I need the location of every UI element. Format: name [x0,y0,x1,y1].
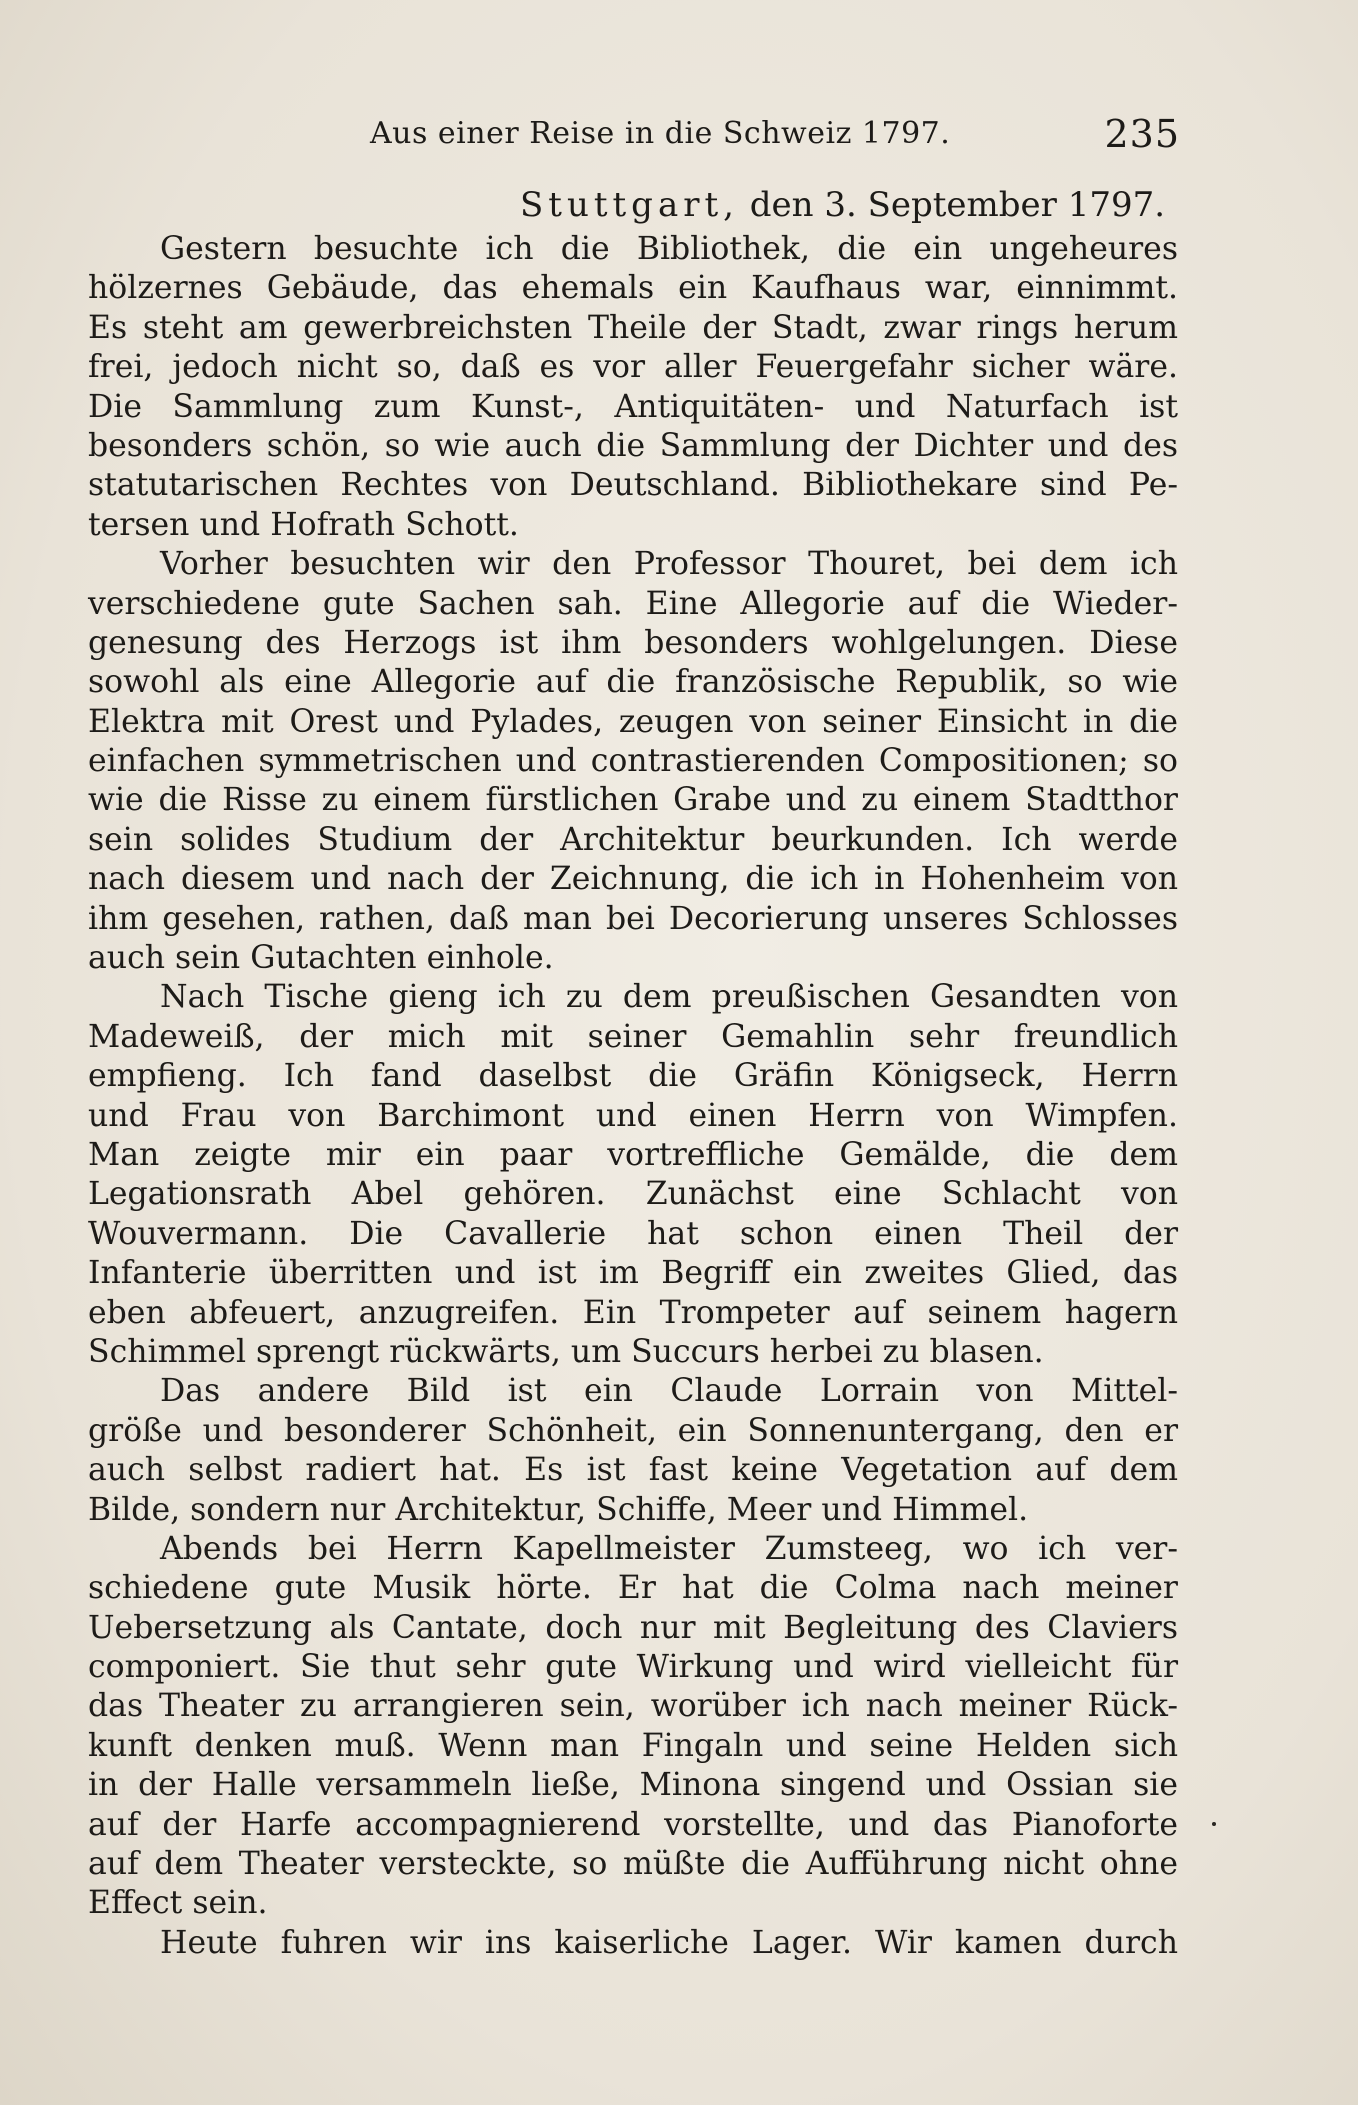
text-line: Nach Tische gieng ich zu dem preußischen Gesandten von [160,979,1178,1016]
text-line: Vorher besuchten wir den Professor Thouret, bei dem ich [160,546,1178,583]
text-line: Es steht am gewerbreichsten Theile der Stadt, zwar rings herum [88,309,1178,346]
text-line: statutarischen Rechtes von Deutschland. Bibliothekare sind Pe- [88,467,1178,504]
text-line: Legationsrath Abel gehören. Zunächst eine Schlacht von [88,1176,1178,1213]
text-line: in der Halle versammeln ließe, Minona singend und Ossian sie [88,1767,1178,1804]
text-line: kunft denken muß. Wenn man Fingaln und seine Helden sich [88,1727,1178,1764]
text-line: ihm gesehen, rathen, daß man bei Decorierung unseres Schlosses [88,900,1178,937]
text-line: genesung des Herzogs ist ihm besonders wohlgelungen. Diese [88,624,1178,661]
text-line: eben abfeuert, anzugreifen. Ein Trompeter auf seinem hagern [88,1294,1178,1331]
text-line: das Theater zu arrangieren sein, worüber ich nach meiner Rück- [88,1688,1178,1725]
text-line: besonders schön, so wie auch die Sammlung der Dichter und des [88,427,1178,464]
text-line: Uebersetzung als Cantate, doch nur mit Begleitung des Claviers [88,1609,1178,1646]
running-title: Aus einer Reise in die Schweiz 1797. [370,116,951,151]
text-line: größe und besonderer Schönheit, ein Sonnenuntergang, den er [88,1412,1178,1449]
text-line: hölzernes Gebäude, das ehemals ein Kaufhaus war, einnimmt. [88,270,1178,307]
dateline-place: Stuttgart, [520,185,739,225]
text-line: auch selbst radiert hat. Es ist fast keine Vegetation auf dem [88,1452,1178,1489]
text-line: auf dem Theater versteckte, so müßte die Aufführung nicht ohne [88,1846,1178,1883]
running-head [90,112,1180,162]
text-line: tersen und Hofrath Schott. [88,506,519,543]
text-line: einfachen symmetrischen und contrastierenden Compositionen; so [88,743,1178,780]
text-line: auf der Harfe accompagnierend vorstellte, und das Pianoforte [88,1806,1178,1843]
text-line: Effect sein. [88,1885,268,1922]
text-line: Abends bei Herrn Kapellmeister Zumsteeg, wo ich ver- [160,1530,1178,1567]
ink-speck [1212,1822,1216,1826]
text-line: Schimmel sprengt rückwärts, um Succurs herbei zu blasen. [88,1333,1044,1370]
text-line: sein solides Studium der Architektur beurkunden. Ich werde [88,821,1178,858]
dateline [520,185,1165,225]
text-line: Heute fuhren wir ins kaiserliche Lager. Wir kamen durch [160,1924,1178,1961]
text-line: schiedene gute Musik hörte. Er hat die Colma nach meiner [88,1570,1178,1607]
text-line: auch sein Gutachten einhole. [88,940,554,977]
text-line: Infanterie überritten und ist im Begriff ein zweites Glied, das [88,1255,1178,1292]
text-line: verschiedene gute Sachen sah. Eine Allegorie auf die Wieder- [88,585,1178,622]
text-line: nach diesem und nach der Zeichnung, die ich in Hohenheim von [88,861,1178,898]
text-line: und Frau von Barchimont und einen Herrn von Wimpfen. [88,1097,1178,1134]
text-line: Madeweiß, der mich mit seiner Gemahlin sehr freundlich [88,1018,1178,1055]
body-text [88,230,1178,1963]
text-line: wie die Risse zu einem fürstlichen Grabe und zu einem Stadtthor [88,782,1178,819]
text-line: Gestern besuchte ich die Bibliothek, die ein ungeheures [160,231,1178,267]
text-line: Das andere Bild ist ein Claude Lorrain von Mittel- [160,1373,1178,1410]
text-line: Wouvermann. Die Cavallerie hat schon einen Theil der [88,1215,1178,1252]
text-line: empfieng. Ich fand daselbst die Gräfin Königseck, Herrn [88,1058,1178,1095]
dateline-date: den 3. September 1797. [738,185,1166,225]
text-line: sowohl als eine Allegorie auf die französische Republik, so wie [88,664,1178,701]
text-line: componiert. Sie thut sehr gute Wirkung und wird vielleicht für [88,1649,1178,1686]
text-line: Elektra mit Orest und Pylades, zeugen von seiner Einsicht in die [88,703,1178,740]
text-line: Die Sammlung zum Kunst-, Antiquitäten- und Naturfach ist [88,388,1178,425]
text-line: Bilde, sondern nur Architektur, Schiffe, Meer und Himmel. [88,1491,1029,1528]
page-number: 235 [1104,112,1180,156]
text-line: Man zeigte mir ein paar vortreffliche Gemälde, die dem [88,1136,1178,1173]
text-line: frei, jedoch nicht so, daß es vor aller Feuergefahr sicher wäre. [88,349,1178,386]
